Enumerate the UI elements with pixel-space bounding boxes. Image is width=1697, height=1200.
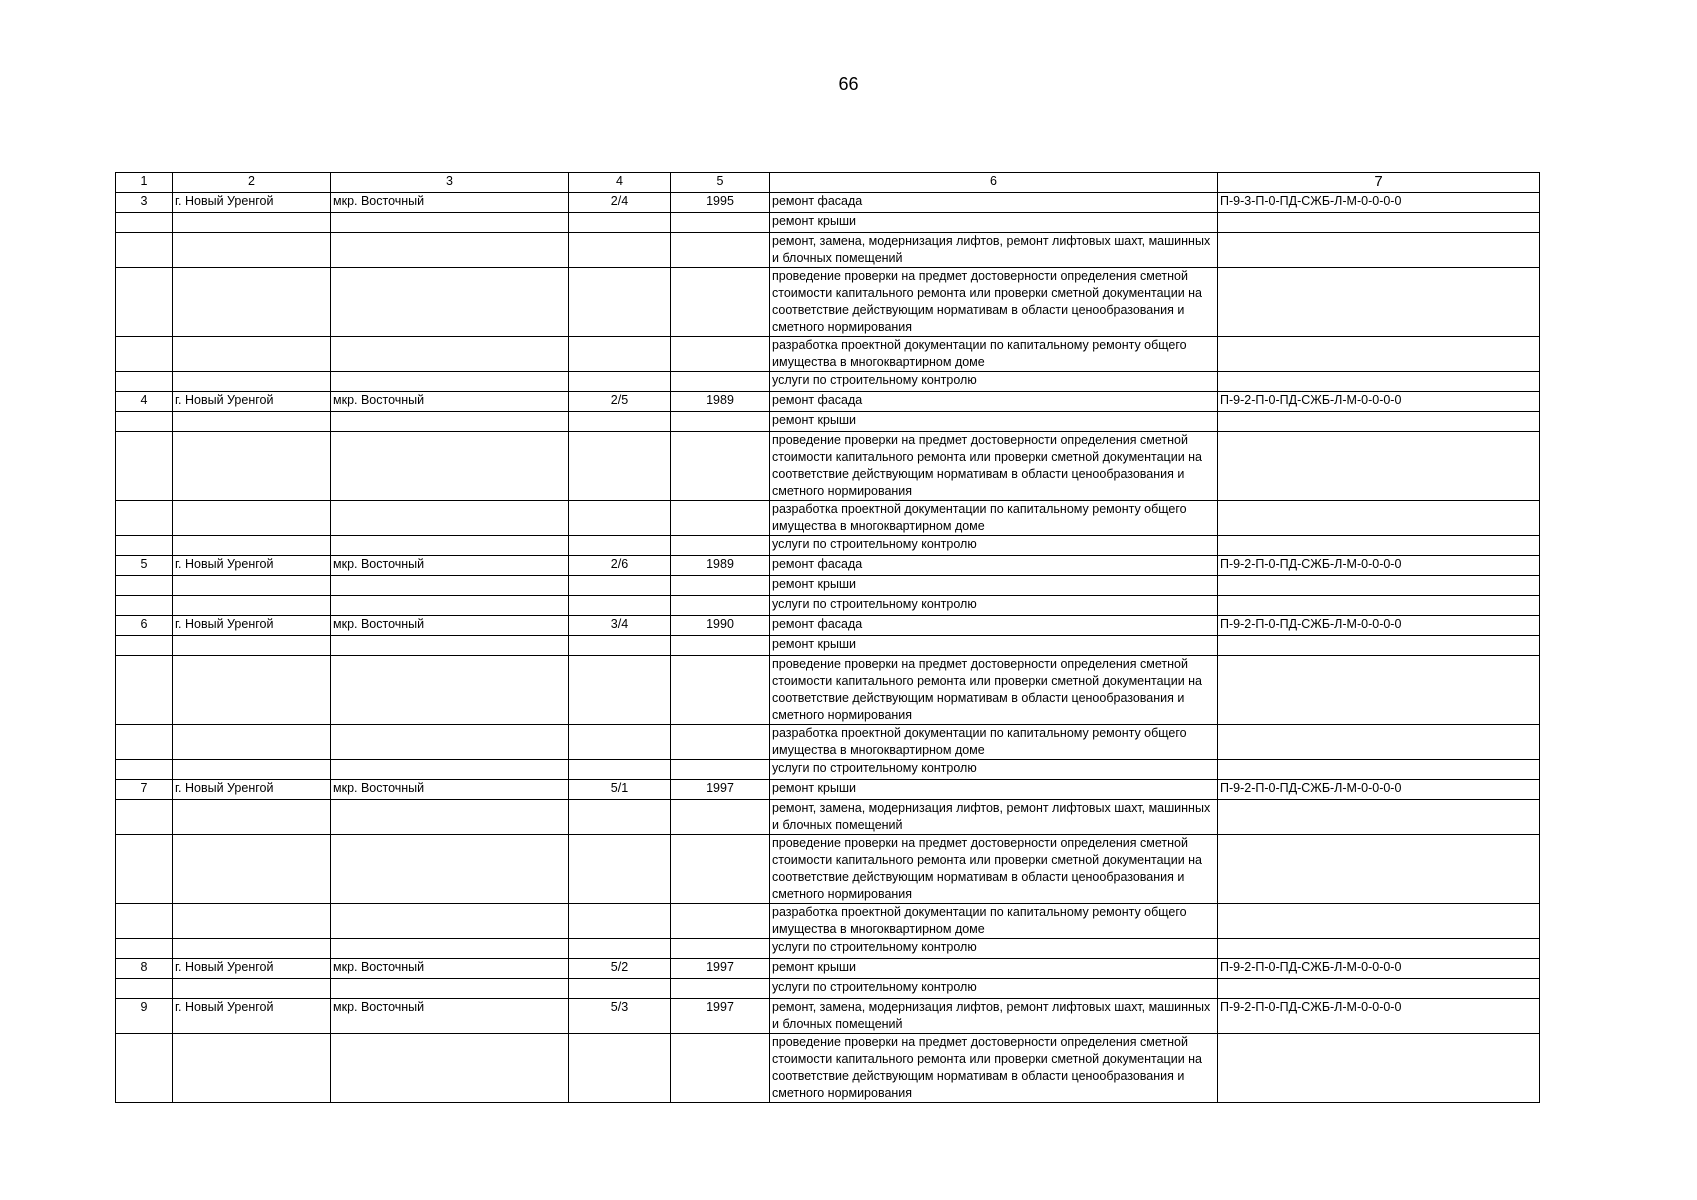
cell-year xyxy=(671,501,770,536)
cell-house: 2/5 xyxy=(569,392,671,412)
cell-code xyxy=(1218,656,1540,725)
cell-year xyxy=(671,412,770,432)
table-row xyxy=(116,392,1540,412)
cell-work-type: услуги по строительному контролю xyxy=(770,939,1218,959)
cell-house xyxy=(569,372,671,392)
cell-number xyxy=(116,412,173,432)
cell-work-type: услуги по строительному контролю xyxy=(770,372,1218,392)
cell-code xyxy=(1218,412,1540,432)
table-row xyxy=(116,193,1540,213)
cell-work-type: разработка проектной документации по капитальному ремонту общего имущества в многоквартирном доме xyxy=(770,337,1218,372)
cell-work-type: ремонт крыши xyxy=(770,576,1218,596)
cell-number xyxy=(116,536,173,556)
cell-city xyxy=(173,1034,331,1103)
table-row xyxy=(116,760,1540,780)
table-row xyxy=(116,556,1540,576)
cell-district: мкр. Восточный xyxy=(331,780,569,800)
cell-city xyxy=(173,800,331,835)
cell-year xyxy=(671,835,770,904)
cell-year xyxy=(671,1034,770,1103)
cell-number: 6 xyxy=(116,616,173,636)
cell-code xyxy=(1218,979,1540,999)
cell-city xyxy=(173,233,331,268)
cell-city xyxy=(173,636,331,656)
cell-year xyxy=(671,760,770,780)
cell-house xyxy=(569,760,671,780)
cell-district xyxy=(331,904,569,939)
cell-work-type: проведение проверки на предмет достоверности определения сметной стоимости капитального ремонта или проверки сметной документации на соответствие действующим нормативам в области ценообразования и сметного нормирования xyxy=(770,1034,1218,1103)
column-header-row xyxy=(116,173,1540,193)
cell-district xyxy=(331,979,569,999)
cell-number: 3 xyxy=(116,193,173,213)
cell-year: 1989 xyxy=(671,392,770,412)
column-header: 3 xyxy=(331,173,569,193)
cell-year: 1989 xyxy=(671,556,770,576)
table-row xyxy=(116,536,1540,556)
cell-year xyxy=(671,656,770,725)
cell-code xyxy=(1218,1034,1540,1103)
cell-work-type: ремонт, замена, модернизация лифтов, ремонт лифтовых шахт, машинных и блочных помещений xyxy=(770,800,1218,835)
cell-number xyxy=(116,835,173,904)
cell-code xyxy=(1218,904,1540,939)
cell-number xyxy=(116,1034,173,1103)
column-header: 4 xyxy=(569,173,671,193)
cell-house xyxy=(569,233,671,268)
cell-city xyxy=(173,576,331,596)
cell-work-type: разработка проектной документации по капитальному ремонту общего имущества в многоквартирном доме xyxy=(770,904,1218,939)
cell-year xyxy=(671,536,770,556)
cell-city xyxy=(173,939,331,959)
table-body xyxy=(116,173,1540,1103)
cell-house xyxy=(569,412,671,432)
cell-district xyxy=(331,725,569,760)
cell-number: 5 xyxy=(116,556,173,576)
cell-district xyxy=(331,656,569,725)
cell-work-type: проведение проверки на предмет достоверности определения сметной стоимости капитального ремонта или проверки сметной документации на соответствие действующим нормативам в области ценообразования и сметного нормирования xyxy=(770,835,1218,904)
cell-city xyxy=(173,432,331,501)
cell-city: г. Новый Уренгой xyxy=(173,556,331,576)
column-header: 2 xyxy=(173,173,331,193)
cell-work-type: ремонт крыши xyxy=(770,636,1218,656)
cell-number xyxy=(116,233,173,268)
cell-work-type: разработка проектной документации по капитальному ремонту общего имущества в многоквартирном доме xyxy=(770,725,1218,760)
cell-code xyxy=(1218,501,1540,536)
table-row xyxy=(116,501,1540,536)
cell-city: г. Новый Уренгой xyxy=(173,616,331,636)
cell-district xyxy=(331,412,569,432)
cell-district: мкр. Восточный xyxy=(331,959,569,979)
cell-code: П-9-2-П-0-ПД-СЖБ-Л-М-0-0-0-0 xyxy=(1218,556,1540,576)
cell-house: 5/2 xyxy=(569,959,671,979)
cell-number xyxy=(116,268,173,337)
cell-work-type: ремонт, замена, модернизация лифтов, ремонт лифтовых шахт, машинных и блочных помещений xyxy=(770,233,1218,268)
cell-city xyxy=(173,725,331,760)
cell-work-type: ремонт фасада xyxy=(770,392,1218,412)
cell-year xyxy=(671,939,770,959)
cell-year xyxy=(671,800,770,835)
cell-house: 5/3 xyxy=(569,999,671,1034)
cell-city xyxy=(173,596,331,616)
cell-number xyxy=(116,432,173,501)
cell-number xyxy=(116,725,173,760)
cell-city xyxy=(173,656,331,725)
cell-district xyxy=(331,835,569,904)
cell-city xyxy=(173,760,331,780)
table-row xyxy=(116,213,1540,233)
cell-house xyxy=(569,337,671,372)
cell-work-type: ремонт, замена, модернизация лифтов, ремонт лифтовых шахт, машинных и блочных помещений xyxy=(770,999,1218,1034)
cell-house: 2/6 xyxy=(569,556,671,576)
cell-year xyxy=(671,636,770,656)
cell-city xyxy=(173,536,331,556)
cell-code xyxy=(1218,268,1540,337)
cell-house xyxy=(569,576,671,596)
cell-number xyxy=(116,596,173,616)
cell-house xyxy=(569,1034,671,1103)
cell-code xyxy=(1218,536,1540,556)
cell-house xyxy=(569,904,671,939)
table-row xyxy=(116,233,1540,268)
cell-district xyxy=(331,501,569,536)
cell-district xyxy=(331,372,569,392)
page-number: 66 xyxy=(838,74,859,94)
cell-house: 2/4 xyxy=(569,193,671,213)
table-row xyxy=(116,780,1540,800)
table-row xyxy=(116,959,1540,979)
table-row xyxy=(116,656,1540,725)
cell-house xyxy=(569,501,671,536)
table-row xyxy=(116,979,1540,999)
cell-code xyxy=(1218,596,1540,616)
repair-works-table xyxy=(115,172,1540,1103)
cell-house xyxy=(569,432,671,501)
cell-district xyxy=(331,596,569,616)
cell-work-type: ремонт крыши xyxy=(770,213,1218,233)
cell-house xyxy=(569,636,671,656)
cell-district: мкр. Восточный xyxy=(331,193,569,213)
cell-house xyxy=(569,800,671,835)
cell-house xyxy=(569,835,671,904)
cell-house xyxy=(569,725,671,760)
cell-district xyxy=(331,800,569,835)
cell-house xyxy=(569,268,671,337)
table-row xyxy=(116,636,1540,656)
table-row xyxy=(116,576,1540,596)
cell-work-type: проведение проверки на предмет достоверности определения сметной стоимости капитального ремонта или проверки сметной документации на соответствие действующим нормативам в области ценообразования и сметного нормирования xyxy=(770,656,1218,725)
cell-code xyxy=(1218,213,1540,233)
cell-house xyxy=(569,596,671,616)
table-row xyxy=(116,835,1540,904)
cell-code: П-9-2-П-0-ПД-СЖБ-Л-М-0-0-0-0 xyxy=(1218,999,1540,1034)
cell-number xyxy=(116,337,173,372)
table-row xyxy=(116,1034,1540,1103)
cell-code xyxy=(1218,233,1540,268)
cell-city: г. Новый Уренгой xyxy=(173,999,331,1034)
cell-code: П-9-3-П-0-ПД-СЖБ-Л-М-0-0-0-0 xyxy=(1218,193,1540,213)
cell-house xyxy=(569,656,671,725)
column-header: 6 xyxy=(770,173,1218,193)
cell-number xyxy=(116,800,173,835)
cell-number xyxy=(116,939,173,959)
cell-number: 4 xyxy=(116,392,173,412)
cell-year: 1997 xyxy=(671,780,770,800)
cell-city xyxy=(173,412,331,432)
cell-code xyxy=(1218,337,1540,372)
cell-code: П-9-2-П-0-ПД-СЖБ-Л-М-0-0-0-0 xyxy=(1218,780,1540,800)
table-row xyxy=(116,372,1540,392)
cell-district xyxy=(331,432,569,501)
cell-city xyxy=(173,372,331,392)
cell-city: г. Новый Уренгой xyxy=(173,392,331,412)
cell-year: 1997 xyxy=(671,999,770,1034)
cell-number xyxy=(116,213,173,233)
cell-house: 3/4 xyxy=(569,616,671,636)
column-header: 7 xyxy=(1218,173,1540,193)
column-header: 1 xyxy=(116,173,173,193)
cell-year xyxy=(671,596,770,616)
table-row xyxy=(116,616,1540,636)
cell-year: 1995 xyxy=(671,193,770,213)
cell-district: мкр. Восточный xyxy=(331,556,569,576)
cell-city xyxy=(173,904,331,939)
cell-work-type: ремонт крыши xyxy=(770,959,1218,979)
cell-code: П-9-2-П-0-ПД-СЖБ-Л-М-0-0-0-0 xyxy=(1218,959,1540,979)
cell-year xyxy=(671,979,770,999)
cell-city xyxy=(173,501,331,536)
cell-number: 8 xyxy=(116,959,173,979)
cell-year xyxy=(671,233,770,268)
cell-year xyxy=(671,725,770,760)
table-row xyxy=(116,939,1540,959)
cell-number: 7 xyxy=(116,780,173,800)
cell-code xyxy=(1218,576,1540,596)
cell-district: мкр. Восточный xyxy=(331,392,569,412)
table-row xyxy=(116,800,1540,835)
cell-work-type: ремонт фасада xyxy=(770,616,1218,636)
cell-city xyxy=(173,337,331,372)
cell-district xyxy=(331,1034,569,1103)
cell-code xyxy=(1218,636,1540,656)
cell-city xyxy=(173,979,331,999)
cell-code: П-9-2-П-0-ПД-СЖБ-Л-М-0-0-0-0 xyxy=(1218,616,1540,636)
cell-house xyxy=(569,213,671,233)
cell-year xyxy=(671,337,770,372)
table-row xyxy=(116,725,1540,760)
cell-number xyxy=(116,372,173,392)
cell-work-type: проведение проверки на предмет достоверности определения сметной стоимости капитального ремонта или проверки сметной документации на соответствие действующим нормативам в области ценообразования и сметного нормирования xyxy=(770,432,1218,501)
cell-house: 5/1 xyxy=(569,780,671,800)
cell-year xyxy=(671,213,770,233)
cell-district xyxy=(331,760,569,780)
table-row xyxy=(116,999,1540,1034)
cell-district: мкр. Восточный xyxy=(331,999,569,1034)
cell-code xyxy=(1218,835,1540,904)
cell-number xyxy=(116,760,173,780)
cell-year xyxy=(671,268,770,337)
cell-year xyxy=(671,432,770,501)
cell-city: г. Новый Уренгой xyxy=(173,780,331,800)
cell-code xyxy=(1218,372,1540,392)
cell-city xyxy=(173,213,331,233)
cell-house xyxy=(569,536,671,556)
cell-work-type: ремонт фасада xyxy=(770,193,1218,213)
cell-city: г. Новый Уренгой xyxy=(173,193,331,213)
cell-year: 1990 xyxy=(671,616,770,636)
cell-district xyxy=(331,337,569,372)
table-row xyxy=(116,337,1540,372)
cell-code: П-9-2-П-0-ПД-СЖБ-Л-М-0-0-0-0 xyxy=(1218,392,1540,412)
cell-year xyxy=(671,372,770,392)
cell-city xyxy=(173,835,331,904)
table-row xyxy=(116,904,1540,939)
cell-district xyxy=(331,213,569,233)
cell-code xyxy=(1218,432,1540,501)
cell-work-type: услуги по строительному контролю xyxy=(770,979,1218,999)
cell-code xyxy=(1218,939,1540,959)
cell-year: 1997 xyxy=(671,959,770,979)
table-row xyxy=(116,268,1540,337)
cell-district xyxy=(331,576,569,596)
cell-work-type: разработка проектной документации по капитальному ремонту общего имущества в многоквартирном доме xyxy=(770,501,1218,536)
cell-number xyxy=(116,979,173,999)
cell-work-type: услуги по строительному контролю xyxy=(770,596,1218,616)
cell-district xyxy=(331,233,569,268)
table-row xyxy=(116,412,1540,432)
table-row xyxy=(116,596,1540,616)
cell-number xyxy=(116,501,173,536)
cell-district xyxy=(331,939,569,959)
cell-code xyxy=(1218,725,1540,760)
cell-district xyxy=(331,268,569,337)
cell-house xyxy=(569,979,671,999)
cell-code xyxy=(1218,800,1540,835)
cell-district xyxy=(331,536,569,556)
cell-work-type: ремонт крыши xyxy=(770,412,1218,432)
cell-number xyxy=(116,576,173,596)
cell-city xyxy=(173,268,331,337)
cell-year xyxy=(671,904,770,939)
cell-work-type: ремонт крыши xyxy=(770,780,1218,800)
cell-year xyxy=(671,576,770,596)
cell-house xyxy=(569,939,671,959)
cell-number xyxy=(116,656,173,725)
cell-district: мкр. Восточный xyxy=(331,616,569,636)
cell-work-type: проведение проверки на предмет достоверности определения сметной стоимости капитального ремонта или проверки сметной документации на соответствие действующим нормативам в области ценообразования и сметного нормирования xyxy=(770,268,1218,337)
cell-work-type: услуги по строительному контролю xyxy=(770,760,1218,780)
column-header: 5 xyxy=(671,173,770,193)
cell-number xyxy=(116,904,173,939)
cell-work-type: ремонт фасада xyxy=(770,556,1218,576)
cell-work-type: услуги по строительному контролю xyxy=(770,536,1218,556)
cell-city: г. Новый Уренгой xyxy=(173,959,331,979)
cell-code xyxy=(1218,760,1540,780)
cell-number: 9 xyxy=(116,999,173,1034)
cell-number xyxy=(116,636,173,656)
cell-district xyxy=(331,636,569,656)
table-row xyxy=(116,432,1540,501)
